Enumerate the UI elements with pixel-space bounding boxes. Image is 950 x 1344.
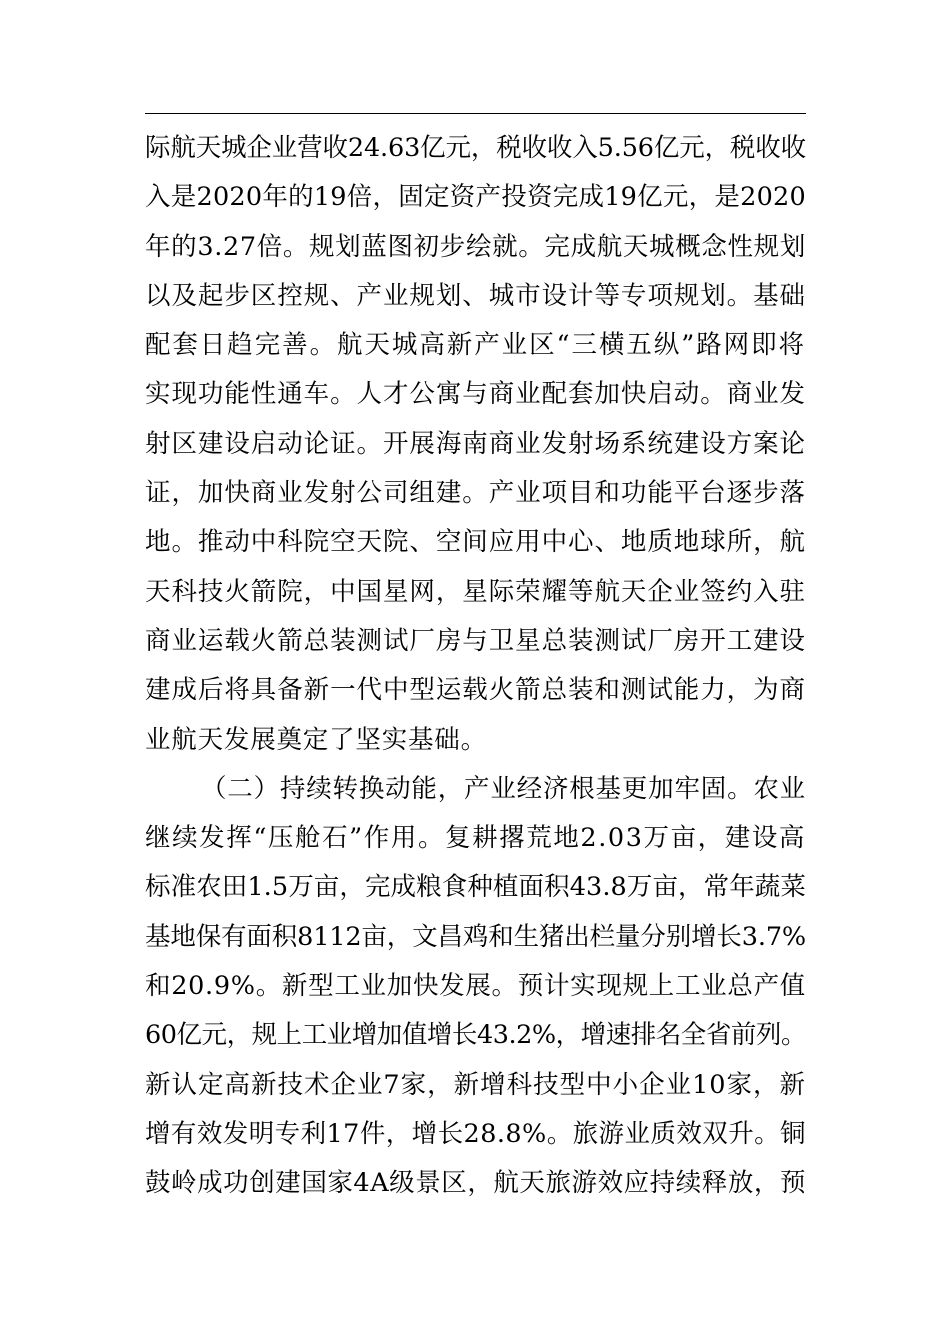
text-line: 商业运载火箭总装测试厂房与卫星总装测试厂房开工建设	[145, 625, 806, 656]
text-line: 增有效发明专利17件，增长28.8%。旅游业质效双升。铜	[145, 1118, 806, 1149]
text-line: （二）持续转换动能，产业经济根基更加牢固。农业	[201, 773, 806, 804]
text-line: 年的3.27倍。规划蓝图初步绘就。完成航天城概念性规划	[145, 231, 806, 262]
text-line: 和20.9%。新型工业加快发展。预计实现规上工业总产值	[145, 971, 806, 1002]
text-line: 地。推动中科院空天院、空间应用中心、地质地球所，航	[145, 527, 806, 558]
text-line: 实现功能性通车。人才公寓与商业配套加快启动。商业发	[145, 379, 806, 410]
text-line: 继续发挥“压舱石”作用。复耕撂荒地2.03万亩，建设高	[145, 823, 806, 854]
text-line: 天科技火箭院，中国星网，星际荣耀等航天企业签约入驻	[145, 576, 806, 607]
text-line: 证，加快商业发射公司组建。产业项目和功能平台逐步落	[145, 478, 806, 509]
text-line: 际航天城企业营收24.63亿元，税收收入5.56亿元，税收收	[145, 133, 806, 163]
text-line: 新认定高新技术企业7家，新增科技型中小企业10家，新	[145, 1069, 806, 1100]
body-text	[145, 124, 845, 1209]
header-rule	[145, 113, 806, 114]
text-line: 以及起步区控规、产业规划、城市设计等专项规划。基础	[145, 280, 806, 311]
text-line: 建成后将具备新一代中型运载火箭总装和测试能力，为商	[145, 675, 806, 706]
text-line: 配套日趋完善。航天城高新产业区“三横五纵”路网即将	[145, 330, 806, 361]
text-line: 标准农田1.5万亩，完成粮食种植面积43.8万亩，常年蔬菜	[145, 872, 806, 903]
text-line: 入是2020年的19倍，固定资产投资完成19亿元，是2020	[145, 182, 806, 213]
text-line: 60亿元，规上工业增加值增长43.2%，增速排名全省前列。	[145, 1020, 806, 1051]
text-line: 射区建设启动论证。开展海南商业发射场系统建设方案论	[145, 428, 806, 459]
text-line: 鼓岭成功创建国家4A级景区，航天旅游效应持续释放，预	[145, 1168, 806, 1199]
text-line: 基地保有面积8112亩，文昌鸡和生猪出栏量分别增长3.7%	[145, 921, 806, 952]
text-line: 业航天发展奠定了坚实基础。	[145, 724, 487, 755]
